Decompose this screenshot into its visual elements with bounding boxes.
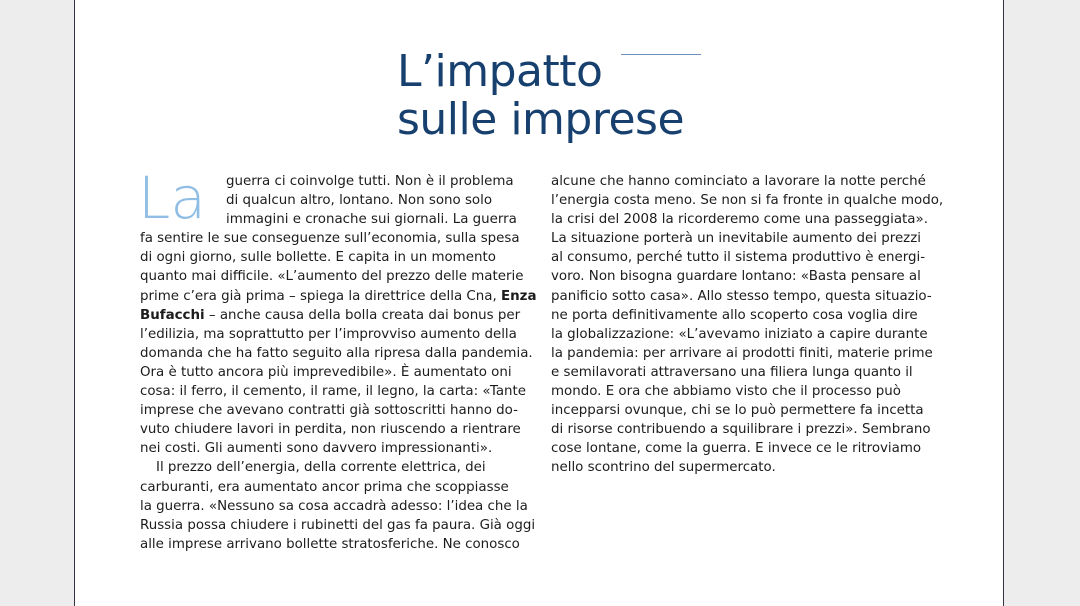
text-line: nei costi. Gli aumenti sono davvero impressionanti».: [140, 441, 493, 457]
text-line: [140, 287, 535, 306]
text-line: voro. Non bisogna guardare lontano: «Basta pensare al: [551, 269, 921, 285]
article-column-right: [551, 172, 946, 478]
text-line: Ora è tutto ancora più imprevedibile». È aumentato oni: [140, 364, 512, 380]
text-line: l’energia costa meno. Se non si fa fronte in qualche modo,: [551, 193, 944, 209]
text-line: la crisi del 2008 la ricorderemo come una passeggiata».: [551, 212, 928, 228]
text-line: l’edilizia, ma soprattutto per l’improvviso aumento della: [140, 326, 517, 342]
title-line-2: sulle imprese: [397, 94, 685, 145]
text-line: [140, 306, 535, 325]
text-line: di risorse contribuendo a squilibrare i prezzi». Sembrano: [551, 422, 931, 438]
text-segment: prime c’era già prima – spiega la direttrice della Cna,: [140, 288, 497, 304]
text-line: e semilavorati attraversano una filiera lunga quanto il: [551, 364, 913, 380]
text-line: panificio sotto casa». Allo stesso tempo, questa situazio-: [551, 288, 932, 304]
text-segment: – anche causa della bolla creata dai bonus per: [204, 307, 521, 323]
text-line: la guerra. «Nessuno sa cosa accadrà adesso: l’idea che la: [140, 498, 528, 514]
text-line: guerra ci coinvolge tutti. Non è il problema: [226, 174, 514, 189]
title-line-1: L’impatto: [397, 46, 603, 97]
text-line: al consumo, perché tutto il sistema produttivo è energi-: [551, 250, 926, 266]
article-column-left: [138, 164, 537, 554]
text-line: cose lontane, come la guerra. E invece ce le ritroviamo: [551, 441, 922, 457]
text-line: alcune che hanno cominciato a lavorare la notte perché: [551, 174, 926, 189]
person-name: Enza: [501, 288, 537, 304]
text-line: alle imprese arrivano bollette stratosferiche. Ne conosco: [140, 536, 520, 552]
text-line: ne porta definitivamente allo scoperto cosa voglia dire: [551, 307, 918, 323]
text-line: Russia possa chiudere i rubinetti del gas fa paura. Già oggi: [140, 517, 536, 533]
text-line: incepparsi ovunque, chi se lo può permettere fa incetta: [551, 403, 924, 419]
text-line: di qualcun altro, lontano. Non sono solo: [226, 193, 493, 209]
text-line: Il prezzo dell’energia, della corrente elettrica, dei: [156, 460, 486, 476]
text-line: la globalizzazione: «L’avevamo iniziato a capire durante: [551, 326, 928, 342]
text-line: domanda che ha fatto seguito alla ripresa dalla pandemia.: [140, 345, 533, 361]
magazine-page: [74, 0, 1004, 606]
text-line: mondo. E ora che abbiamo visto che il processo può: [551, 384, 901, 400]
text-line: nello scontrino del supermercato.: [551, 460, 776, 476]
text-line: cosa: il ferro, il cemento, il rame, il legno, la carta: «Tante: [140, 384, 526, 400]
drop-cap: La: [138, 164, 206, 232]
text-line: la pandemia: per arrivare ai prodotti finiti, materie prime: [551, 345, 933, 361]
text-line: quanto mai difficile. «L’aumento del prezzo delle materie: [140, 269, 524, 285]
person-surname: Bufacchi: [140, 307, 205, 323]
text-line: imprese che avevano contratti già sottoscritti hanno do-: [140, 403, 518, 419]
text-line: carburanti, era aumentato ancor prima che scoppiasse: [140, 479, 509, 495]
text-line: fa sentire le sue conseguenze sull’economia, sulla spesa: [140, 231, 520, 247]
text-line: di ogni giorno, sulle bollette. E capita in un momento: [140, 250, 496, 266]
text-line: La situazione porterà un inevitabile aumento dei prezzi: [551, 231, 921, 247]
article-title: [397, 48, 684, 144]
text-line: immagini e cronache sui giornali. La guerra: [226, 212, 517, 228]
text-line: vuto chiudere lavori in perdita, non riuscendo a rientrare: [140, 422, 521, 438]
